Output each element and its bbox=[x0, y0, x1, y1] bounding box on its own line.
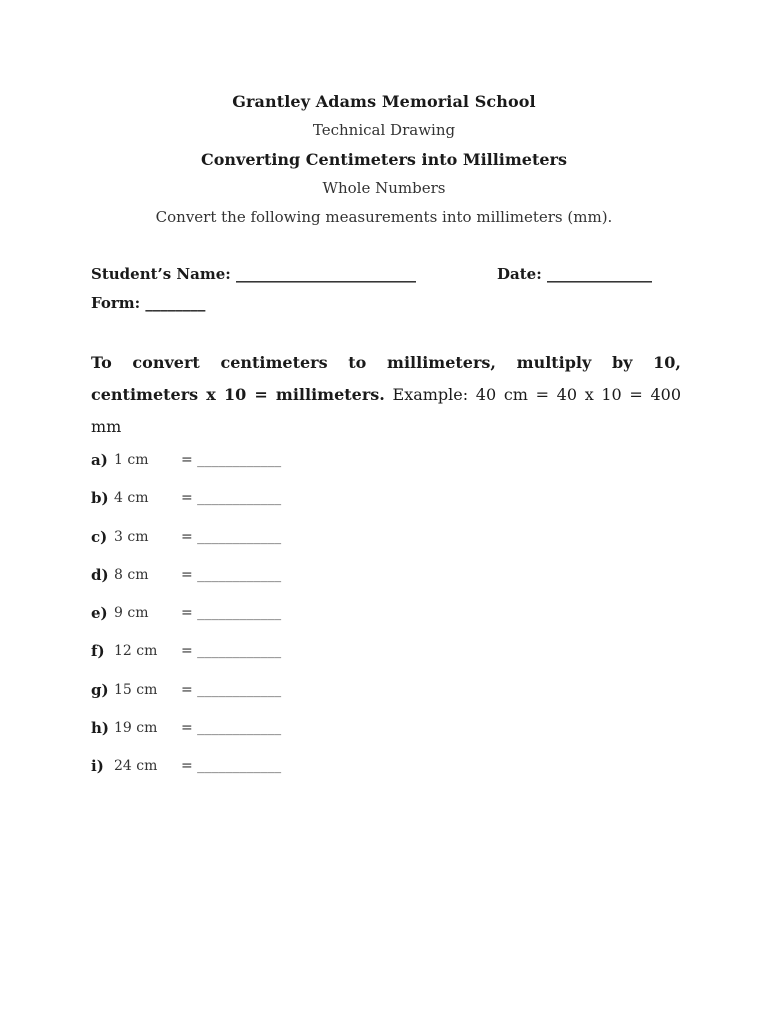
question-letter: g) bbox=[91, 680, 109, 699]
form-field: Form: ________ bbox=[91, 294, 206, 312]
answer-blank: = ____________ bbox=[181, 490, 282, 507]
question-letter: h) bbox=[91, 719, 110, 738]
question-item bbox=[91, 719, 391, 757]
question-value: 24 cm bbox=[114, 758, 158, 775]
subject-name: Technical Drawing bbox=[312, 121, 456, 139]
question-letter: d) bbox=[91, 565, 109, 584]
worksheet-instructions: Convert the following measurements into millimeters (mm). bbox=[155, 208, 613, 226]
conversion-rule-text: To convert centimeters to millimeters, multiply by 10, centimeters x 10 = millimeters. bbox=[91, 353, 681, 404]
question-item bbox=[91, 451, 391, 489]
question-item bbox=[91, 566, 391, 604]
answer-blank: = ____________ bbox=[181, 605, 282, 622]
conversion-example: Example: 40 cm = 40 x 10 = 400 mm bbox=[91, 385, 682, 436]
worksheet-subtitle: Whole Numbers bbox=[322, 179, 446, 197]
answer-blank: = ____________ bbox=[181, 452, 282, 468]
school-name: Grantley Adams Memorial School bbox=[232, 92, 536, 111]
question-value: 15 cm bbox=[114, 681, 158, 698]
student-name-field: Student’s Name: ________________________ bbox=[91, 265, 417, 283]
question-item bbox=[91, 642, 391, 680]
question-letter: a) bbox=[91, 451, 108, 469]
question-value: 1 cm bbox=[114, 452, 149, 468]
question-item bbox=[91, 757, 391, 795]
answer-blank: = ____________ bbox=[181, 566, 282, 583]
question-value: 19 cm bbox=[114, 720, 158, 737]
question-item bbox=[91, 604, 391, 642]
question-value: 8 cm bbox=[114, 566, 149, 583]
question-item bbox=[91, 489, 391, 527]
question-item bbox=[91, 528, 391, 566]
answer-blank: = ____________ bbox=[181, 681, 282, 698]
question-value: 9 cm bbox=[114, 605, 149, 622]
question-letter: i) bbox=[91, 757, 104, 776]
question-letter: f) bbox=[91, 642, 105, 661]
question-letter: e) bbox=[91, 604, 108, 623]
answer-blank: = ____________ bbox=[181, 643, 282, 660]
answer-blank: = ____________ bbox=[181, 720, 282, 737]
conversion-rule bbox=[91, 347, 681, 443]
worksheet-title: Converting Centimeters into Millimeters bbox=[201, 150, 567, 169]
question-item bbox=[91, 681, 391, 719]
question-value: 12 cm bbox=[114, 643, 158, 660]
answer-blank: = ____________ bbox=[181, 528, 282, 545]
question-letter: b) bbox=[91, 489, 109, 508]
question-value: 3 cm bbox=[114, 528, 149, 545]
answer-blank: = ____________ bbox=[181, 758, 282, 775]
date-field: Date: ______________ bbox=[497, 265, 652, 283]
question-letter: c) bbox=[91, 527, 108, 546]
question-value: 4 cm bbox=[114, 490, 149, 507]
question-list bbox=[91, 451, 391, 796]
